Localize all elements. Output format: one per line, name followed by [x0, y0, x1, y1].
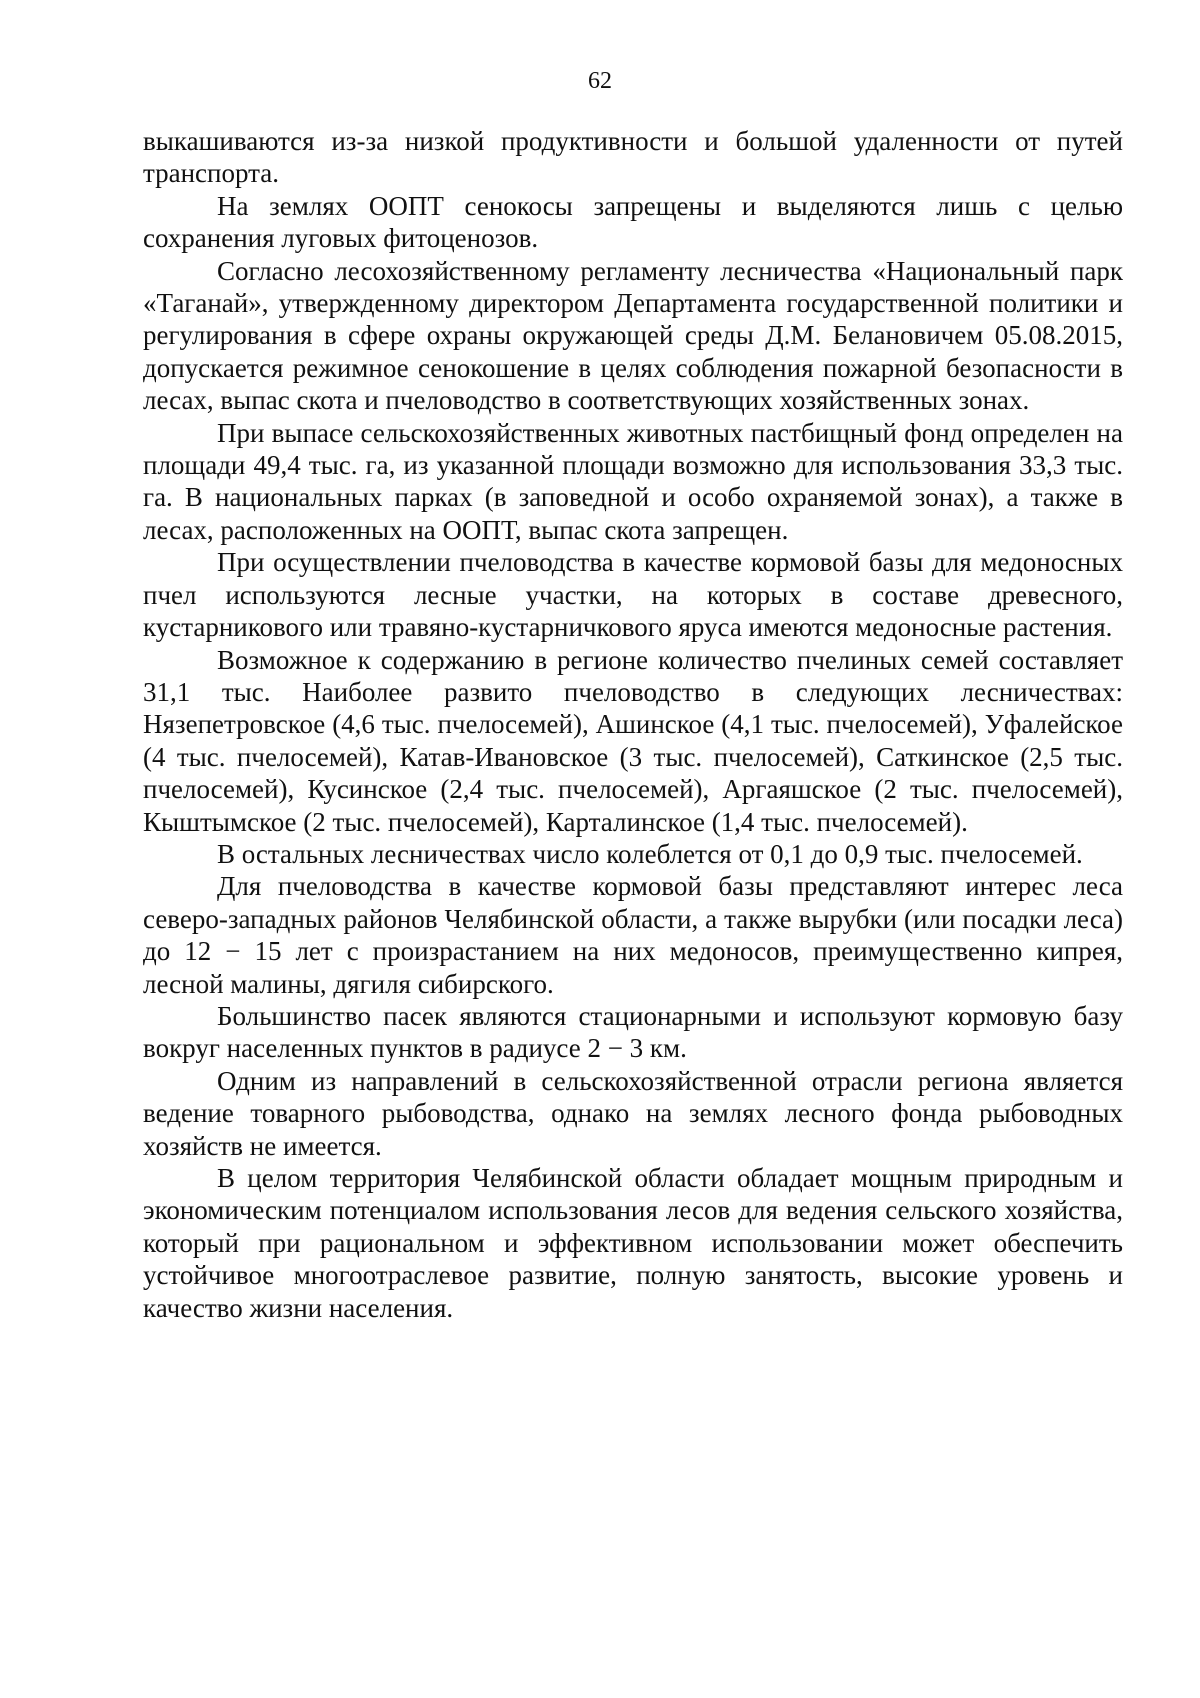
paragraph-grazing: При выпасе сельскохозяйственных животных пастбищный фонд определен на площади 49,4 тыс. га, из указанной площади возможно для использования 33,3 тыс. га. В национальных парках (в заповедной и особо охраняемой зонах), а также в лесах, расположенных на ООПТ, выпас скота запрещен. [143, 417, 1123, 545]
document-body [143, 125, 1123, 1324]
paragraph-beekeeping-base: При осуществлении пчеловодства в качестве кормовой базы для медоносных пчел используются лесные участки, на которых в составе древесного, кустарникового или травяно-кустарничкового яруса имеются медоносные растения. [143, 547, 1123, 643]
paragraph-other-forestries: В остальных лесничествах число колеблется от 0,1 до 0,9 тыс. пчелосемей. [217, 838, 1083, 869]
paragraph-taganay-regulation: Согласно лесохозяйственному регламенту лесничества «Национальный парк «Таганай», утвержденному директором Департамента государственной политики и регулирования в сфере охраны окружающей среды Д.М. Белановичем 05.08.2015, допускается режимное сенокошение в целях соблюдения пожарной безопасности в лесах, выпас скота и пчеловодство в соответствующих хозяйственных зонах. [143, 255, 1123, 416]
page-number: 62 [588, 68, 612, 94]
paragraph-apiaries: Большинство пасек являются стационарными и используют кормовую базу вокруг населенных пунктов в радиусе 2 − 3 км. [143, 1000, 1123, 1064]
paragraph-conclusion: В целом территория Челябинской области обладает мощным природным и экономическим потенциалом использования лесов для ведения сельского хозяйства, который при рациональном и эффективном использовании может обеспечить устойчивое многоотраслевое развитие, полную занятость, высокие уровень и качество жизни населения. [143, 1163, 1123, 1323]
paragraph-fish-farming: Одним из направлений в сельскохозяйственной отрасли региона является ведение товарного рыбоводства, однако на землях лесного фонда рыбоводных хозяйств не имеется. [143, 1065, 1123, 1161]
paragraph-continuation: выкашиваются из-за низкой продуктивности и большой удаленности от путей транспорта. [143, 126, 1123, 189]
paragraph-forage-forests: Для пчеловодства в качестве кормовой базы представляют интерес леса северо-западных районов Челябинской области, а также вырубки (или посадки леса) до 12 − 15 лет с произрастанием на них медоносов, преимущественно кипрея, лесной малины, дягиля сибирского. [143, 871, 1123, 999]
paragraph-hayfields-oopt: На землях ООПТ сенокосы запрещены и выделяются лишь с целью сохранения луговых фитоценозов. [143, 190, 1123, 254]
paragraph-bee-colonies: Возможное к содержанию в регионе количество пчелиных семей составляет 31,1 тыс. Наиболее развито пчеловодство в следующих лесничествах: Нязепетровское (4,6 тыс. пчелосемей), Ашинское (4,1 тыс. пчелосемей), Уфалейское (4 тыс. пчелосемей), Катав-Ивановское (3 тыс. пчелосемей), Саткинское (2,5 тыс. пчелосемей), Кусинское (2,4 тыс. пчелосемей), Аргаяшское (2 тыс. пчелосемей), Кыштымское (2 тыс. пчелосемей), Карталинское (1,4 тыс. пчелосемей). [143, 644, 1123, 837]
